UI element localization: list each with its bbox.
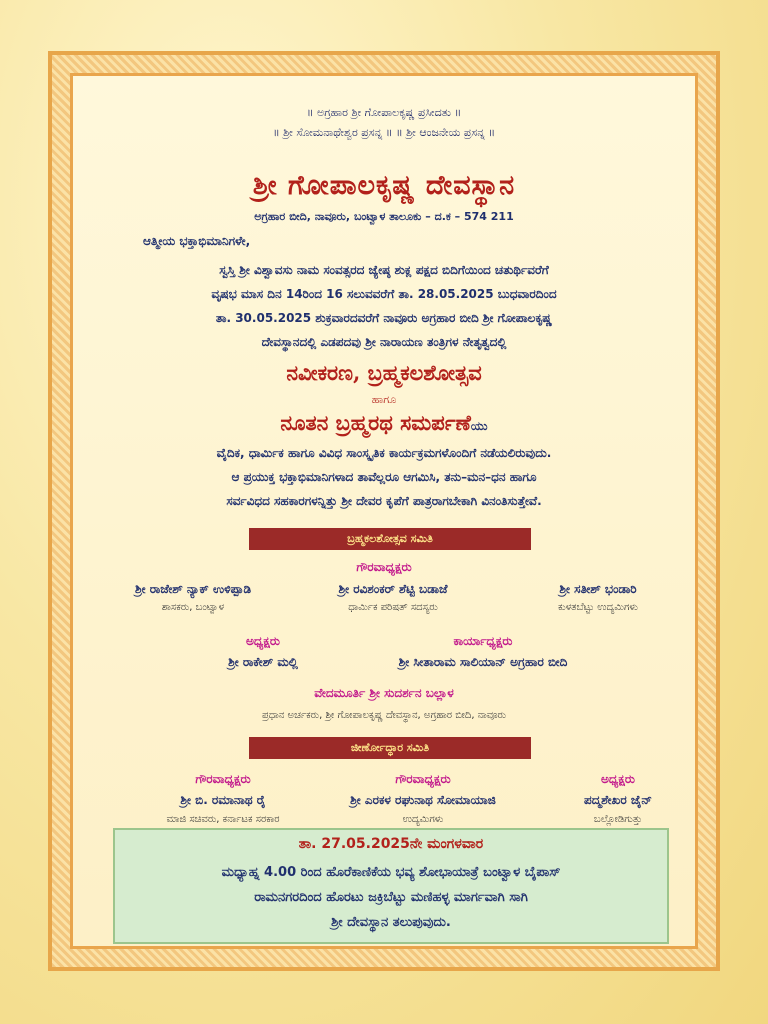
committee2-col-1 [133, 772, 313, 825]
procession-line-3: ಶ್ರೀ ದೇವಸ್ಥಾನ ತಲುಪುವುದು. [331, 915, 451, 930]
priest-name: ವೇದಮೂರ್ತಿ ಶ್ರೀ ಸುದರ್ಶನ ಬಲ್ಲಾಳ [314, 686, 454, 700]
member-desc: ಶಾಸಕರು, ಬಂಟ್ವಾಳ [161, 602, 225, 613]
member-name: ಶ್ರೀ ಸತೀಶ್ ಭಂಡಾರಿ [559, 582, 637, 596]
event-title-2: ನೂತನ ಬ್ರಹ್ಮರಥ ಸಮರ್ಪಣೆ [280, 410, 471, 435]
committee1-member-1 [93, 582, 293, 613]
committee2-heading: ಜೀರ್ಣೋದ್ಧಾರ ಸಮಿತಿ [249, 737, 531, 759]
committee2-col-3 [543, 772, 693, 825]
col3-role: ಅಧ್ಯಕ್ಷರು [601, 772, 635, 786]
priest-desc: ಪ್ರಧಾನ ಅರ್ಚಕರು, ಶ್ರೀ ಗೋಪಾಲಕೃಷ್ಣ ದೇವಸ್ಥಾನ, ಅಗ್ರಹಾರ ಬೀದಿ, ನಾವೂರು [261, 710, 507, 721]
col2-desc: ಉದ್ಯಮಿಗಳು [402, 814, 444, 825]
invite-line-4: ದೇವಸ್ಥಾನದಲ್ಲಿ ಎಡಪದವು ಶ್ರೀ ನಾರಾಯಣ ತಂತ್ರಿಗಳ ನೇತೃತ್ವದಲ್ಲಿ [261, 335, 507, 349]
event-connector: ಹಾಗೂ [371, 393, 397, 406]
procession-line-2: ರಾಮನಗರದಿಂದ ಹೊರಟು ಜಕ್ರಿಬೆಟ್ಟು ಮಣಿಹಳ್ಳ ಮಾರ್ಗವಾಗಿ ಸಾಗಿ [254, 890, 528, 905]
col1-name: ಶ್ರೀ ಬಿ. ರಮಾನಾಥ ರೈ [180, 793, 266, 807]
member-name: ಶ್ರೀ ರವಿಶಂಕರ್ ಶೆಟ್ಟಿ ಬಡಾಜೆ [338, 582, 448, 596]
col1-desc: ಮಾಜಿ ಸಚಿವರು, ಕರ್ನಾಟಕ ಸರಕಾರ [166, 814, 280, 825]
procession-line-1: ಮಧ್ಯಾಹ್ನ 4.00 ರಿಂದ ಹೊರೆಕಾಣಿಕೆಯ ಭವ್ಯ ಶೋಭಾಯಾತ್ರೆ ಬಂಟ್ವಾಳ ಬೈಪಾಸ್ [221, 865, 561, 880]
procession-date: ತಾ. 27.05.2025ನೇ ಮಂಗಳವಾರ [298, 836, 484, 852]
invite-line-5: ವೈದಿಕ, ಧಾರ್ಮಿಕ ಹಾಗೂ ವಿವಿಧ ಸಾಂಸ್ಕೃತಿಕ ಕಾರ್ಯಕ್ರಮಗಳೊಂದಿಗೆ ನಡೆಯಲಿರುವುದು. [216, 446, 552, 460]
president-role: ಅಧ್ಯಕ್ಷರು [246, 634, 280, 648]
invitation-card [48, 51, 720, 971]
committee1-member-2 [293, 582, 493, 613]
greeting: ಆತ್ಮೀಯ ಭಕ್ತಾಭಿಮಾನಿಗಳೇ, [143, 234, 251, 248]
procession-box [113, 828, 669, 944]
secretary-name: ಶ್ರೀ ಸೀತಾರಾಮ ಸಾಲಿಯಾನ್ ಅಗ್ರಹಾರ ಬೀದಿ [398, 655, 568, 669]
invite-line-1: ಸ್ವಸ್ತಿ ಶ್ರೀ ವಿಶ್ವಾವಸು ನಾಮ ಸಂವತ್ಸರದ ಜ್ಯೇಷ್ಠ ಶುಕ್ಲ ಪಕ್ಷದ ಬಿದಿಗೆಯಿಂದ ಚತುರ್ಥಿವರೆಗೆ [219, 263, 549, 277]
invite-line-3: ತಾ. 30.05.2025 ಶುಕ್ರವಾರದವರೆಗೆ ನಾವೂರು ಅಗ್ರಹಾರ ಬೀದಿ ಶ್ರೀ ಗೋಪಾಲಕೃಷ್ಣ [215, 311, 553, 325]
procession-details [115, 860, 667, 935]
col2-name: ಶ್ರೀ ಎರಕಳ ರಘುನಾಥ ಸೋಮಾಯಾಜಿ [350, 793, 496, 807]
committee1-honorary-role: ಗೌರವಾಧ್ಯಕ್ಷರು [356, 560, 412, 574]
col3-name: ಪದ್ಮಶೇಖರ ಜೈನ್ [584, 793, 652, 807]
blessing-line-1: ॥ ಅಗ್ರಹಾರ ಶ್ರೀ ಗೋಪಾಲಕೃಷ್ಣ ಪ್ರಸೀದತು ॥ [306, 106, 462, 119]
temple-title: ಶ್ರೀ ಗೋಪಾಲಕೃಷ್ಣ ದೇವಸ್ಥಾನ [252, 170, 516, 201]
invite-line-7: ಸರ್ವವಿಧದ ಸಹಕಾರಗಳನ್ನಿತ್ತು ಶ್ರೀ ದೇವರ ಕೃಪೆಗೆ ಪಾತ್ರರಾಗಬೇಕಾಗಿ ವಿನಂತಿಸುತ್ತೇವೆ. [226, 494, 542, 508]
invitation-body [70, 73, 698, 949]
col2-role: ಗೌರವಾಧ್ಯಕ್ಷರು [395, 772, 451, 786]
member-desc: ಧಾರ್ಮಿಕ ಪರಿಷತ್ ಸದಸ್ಯರು [348, 602, 438, 613]
event-title-2-row [73, 410, 695, 437]
blessing-line-2: ॥ ಶ್ರೀ ಸೋಮನಾಥೇಶ್ವರ ಪ್ರಸನ್ನ ॥ ॥ ಶ್ರೀ ಆಂಜನೇಯ ಪ್ರಸನ್ನ ॥ [272, 126, 496, 139]
col3-desc: ಬಲ್ಲೋಡಿಗುತ್ತು [593, 814, 643, 825]
event-title-1: ನವೀಕರಣ, ಬ್ರಹ್ಮಕಲಶೋತ್ಸವ [286, 360, 482, 385]
committee1-secretary [323, 634, 643, 670]
member-name: ಶ್ರೀ ರಾಜೇಶ್ ನ್ಯಾಕ್ ಉಳಿಪ್ಪಾಡಿ [134, 582, 252, 596]
event-title-2-suffix: ಯು [470, 419, 488, 433]
president-name: ಶ್ರೀ ರಾಕೇಶ್ ಮಲ್ಲಿ [228, 655, 298, 669]
col1-role: ಗೌರವಾಧ್ಯಕ್ಷರು [195, 772, 251, 786]
committee1-member-3 [503, 582, 693, 613]
invite-line-6: ಆ ಪ್ರಯುಕ್ತ ಭಕ್ತಾಭಿಮಾನಿಗಳಾದ ತಾವೆಲ್ಲರೂ ಆಗಮಿಸಿ, ತನು–ಮನ–ಧನ ಹಾಗೂ [231, 470, 537, 484]
invite-line-2: ವೃಷಭ ಮಾಸ ದಿನ 14ರಿಂದ 16 ಸಲುವವರೆಗೆ ತಾ. 28.05.2025 ಬುಧವಾರದಿಂದ [211, 287, 557, 301]
member-desc: ಕುಳತಬೆಟ್ಟು ಉದ್ಯಮಿಗಳು [558, 602, 638, 613]
secretary-role: ಕಾರ್ಯಾಧ್ಯಕ್ಷರು [453, 634, 513, 648]
temple-address: ಅಗ್ರಹಾರ ಬೀದಿ, ನಾವೂರು, ಬಂಟ್ವಾಳ ತಾಲೂಕು – ದ.ಕ – 574 211 [254, 210, 514, 223]
committee1-heading: ಬ್ರಹ್ಮಕಲಶೋತ್ಸವ ಸಮಿತಿ [249, 528, 531, 550]
committee2-col-2 [303, 772, 543, 825]
